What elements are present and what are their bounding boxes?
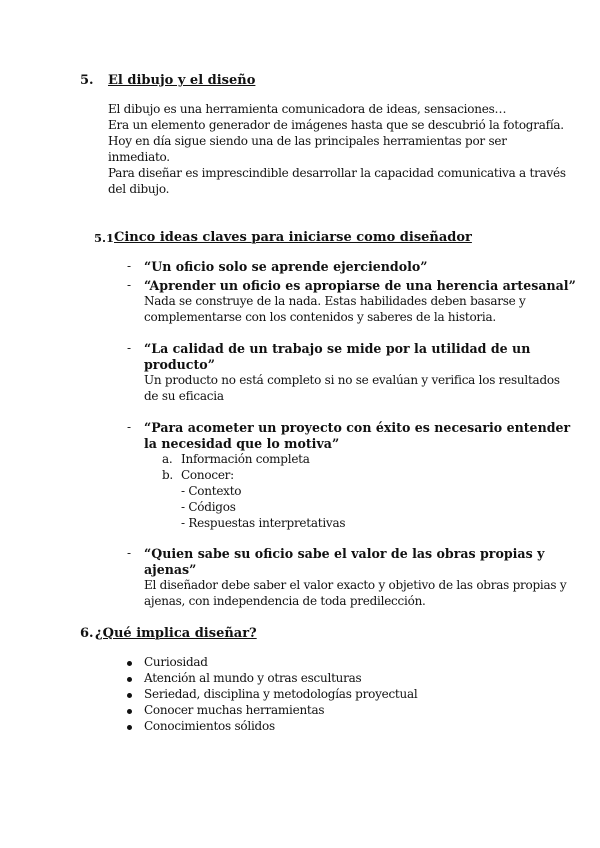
bullet-icon bbox=[127, 693, 132, 698]
idea-text: de su eficacia bbox=[144, 389, 224, 403]
section-5-line: El dibujo es una herramienta comunicadora de ideas, sensaciones… bbox=[108, 102, 507, 116]
sublist-marker: a. bbox=[162, 452, 173, 466]
idea-title: “Un oficio solo se aprende ejerciendolo” bbox=[144, 259, 428, 274]
subsub-item: - Respuestas interpretativas bbox=[181, 516, 346, 530]
idea-title: ajenas” bbox=[144, 562, 197, 577]
bullet-item: Conocer muchas herramientas bbox=[144, 703, 325, 717]
idea-text: complementarse con los contenidos y saberes de la historia. bbox=[144, 310, 496, 324]
section-51-title: Cinco ideas claves para iniciarse como diseñador bbox=[114, 230, 472, 245]
idea-title: “Para acometer un proyecto con éxito es necesario entender bbox=[144, 420, 571, 435]
section-5-line: Era un elemento generador de imágenes hasta que se descubrió la fotografía. bbox=[108, 118, 564, 132]
section-6-title: ¿Qué implica diseñar? bbox=[95, 626, 257, 641]
bullet-icon bbox=[127, 661, 132, 666]
idea-text: El diseñador debe saber el valor exacto y objetivo de las obras propias y bbox=[144, 578, 567, 592]
subsub-item: - Contexto bbox=[181, 484, 242, 498]
idea-title: producto” bbox=[144, 357, 215, 372]
idea-title: “La calidad de un trabajo se mide por la utilidad de un bbox=[144, 341, 531, 356]
bullet-item: Seriedad, disciplina y metodologías proyectual bbox=[144, 687, 418, 701]
idea-text: Un producto no está completo si no se evalúan y verifica los resultados bbox=[144, 373, 560, 387]
sublist-marker: b. bbox=[162, 468, 173, 482]
idea-title: la necesidad que lo motiva” bbox=[144, 436, 340, 451]
bullet-icon bbox=[127, 677, 132, 682]
section-5-number: 5. bbox=[80, 73, 94, 88]
idea-title: “Quien sabe su oficio sabe el valor de las obras propias y bbox=[144, 546, 545, 561]
idea-text: ajenas, con independencia de toda predilección. bbox=[144, 594, 426, 608]
bullet-item: Conocimientos sólidos bbox=[144, 719, 275, 733]
section-51-number: 5.1 bbox=[94, 231, 115, 245]
dash-marker: - bbox=[127, 341, 132, 355]
dash-marker: - bbox=[127, 546, 132, 560]
bullet-icon bbox=[127, 709, 132, 714]
bullet-item: Atención al mundo y otras esculturas bbox=[144, 671, 362, 685]
idea-text: Nada se construye de la nada. Estas habilidades deben basarse y bbox=[144, 294, 526, 308]
subsub-item: - Códigos bbox=[181, 500, 236, 514]
sublist-item: Conocer: bbox=[181, 468, 234, 482]
dash-marker: - bbox=[127, 259, 132, 273]
idea-title: “Aprender un oficio es apropiarse de una herencia artesanal” bbox=[144, 278, 576, 293]
section-5-line: inmediato. bbox=[108, 150, 170, 164]
section-5-line: Hoy en día sigue siendo una de las principales herramientas por ser bbox=[108, 134, 507, 148]
dash-marker: - bbox=[127, 278, 132, 292]
section-5-line: Para diseñar es imprescindible desarrollar la capacidad comunicativa a través bbox=[108, 166, 566, 180]
bullet-item: Curiosidad bbox=[144, 655, 208, 669]
sublist-item: Información completa bbox=[181, 452, 310, 466]
bullet-icon bbox=[127, 725, 132, 730]
section-6-number: 6. bbox=[80, 626, 94, 641]
section-5-line: del dibujo. bbox=[108, 182, 170, 196]
dash-marker: - bbox=[127, 420, 132, 434]
section-5-title: El dibujo y el diseño bbox=[108, 73, 256, 88]
